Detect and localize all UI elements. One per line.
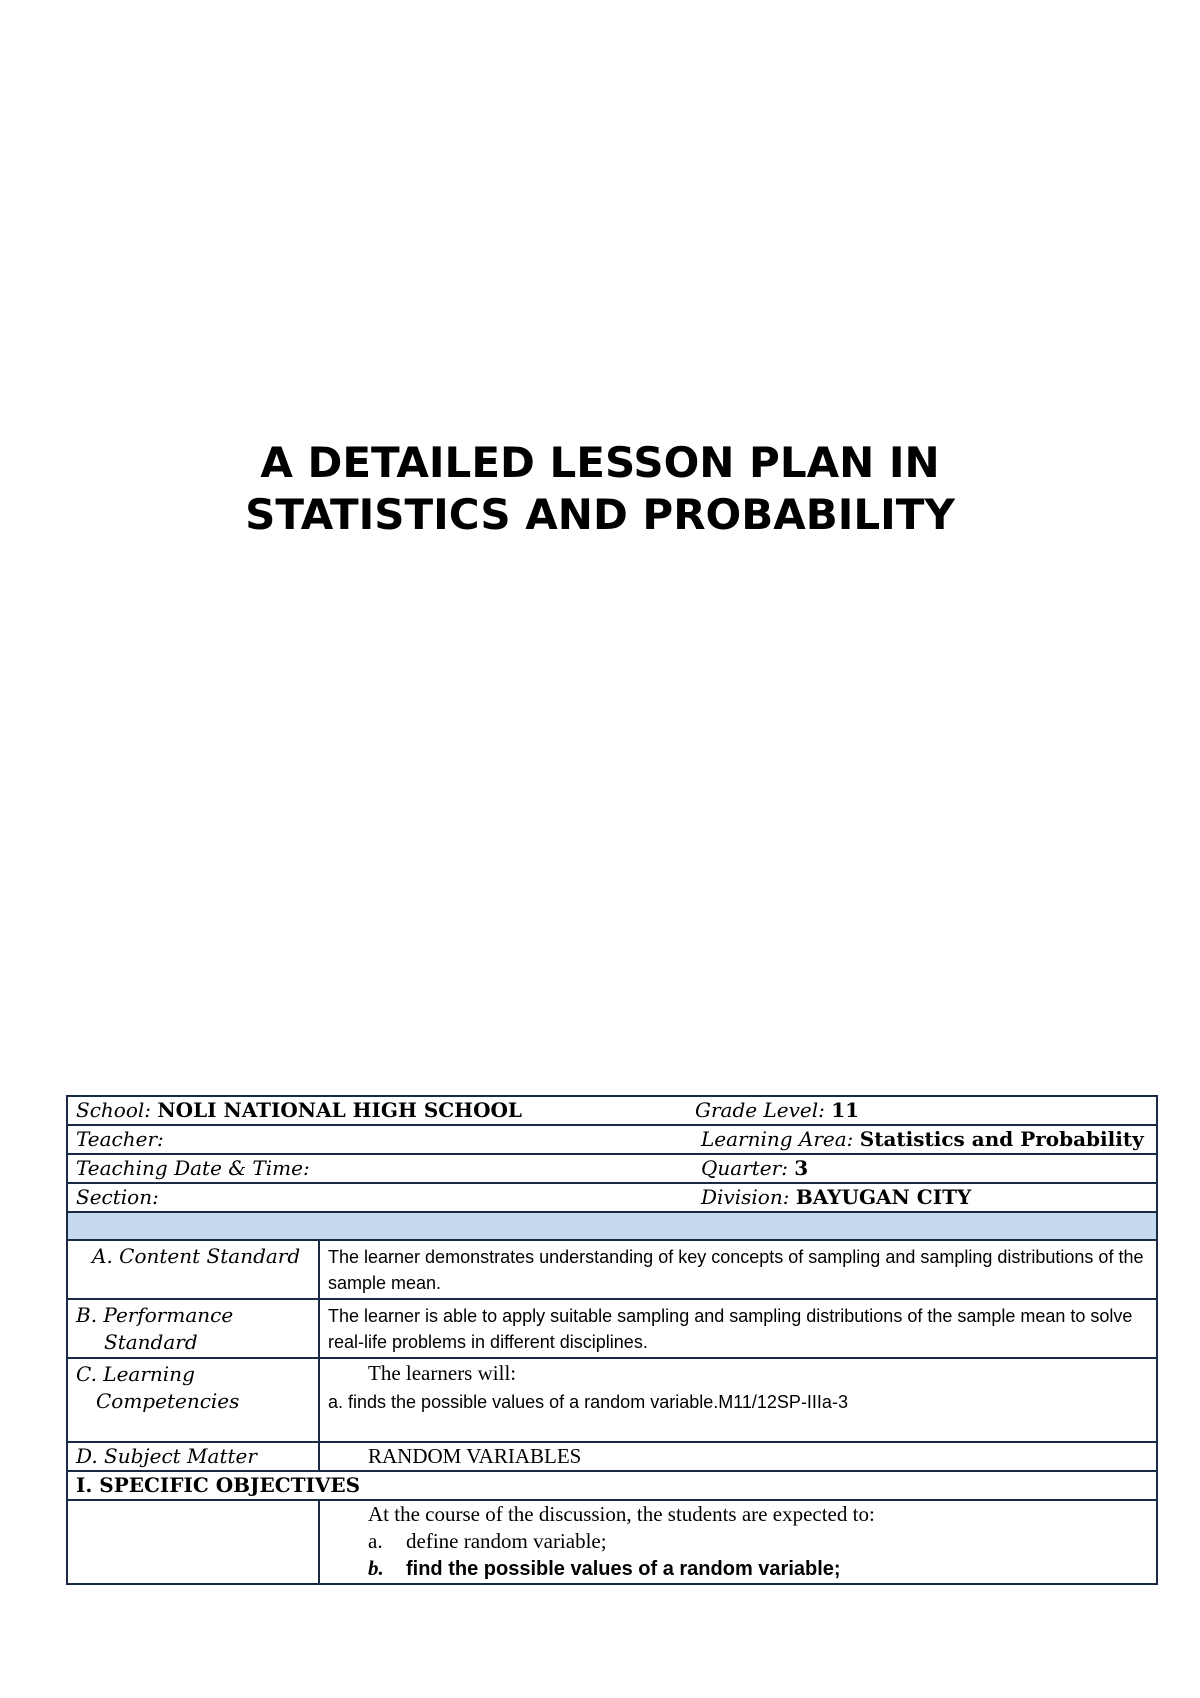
content-standard-row	[67, 1240, 1157, 1299]
quarter-value: 3	[794, 1156, 809, 1180]
grade-level-value: 11	[831, 1098, 860, 1122]
teaching-date-row	[67, 1154, 1157, 1183]
performance-label-line-2: Standard	[104, 1330, 198, 1354]
section-divider-band	[67, 1212, 1157, 1240]
objective-item	[368, 1528, 1148, 1555]
lesson-plan-table	[66, 1095, 1158, 1585]
objective-item	[368, 1555, 1148, 1583]
teaching-date-label: Teaching Date & Time:	[76, 1156, 310, 1180]
specific-objectives-heading: I. SPECIFIC OBJECTIVES	[67, 1471, 1157, 1500]
competencies-item: a. finds the possible values of a random variable.M11/12SP-IIIa-3	[328, 1392, 848, 1412]
title-line-1: A DETAILED LESSON PLAN IN	[260, 438, 940, 487]
specific-objectives-row	[67, 1500, 1157, 1584]
specific-objectives-heading-row	[67, 1471, 1157, 1500]
learning-competencies-row	[67, 1358, 1157, 1442]
subject-matter-row	[67, 1442, 1157, 1471]
performance-label-line-1: B. Performance	[76, 1303, 234, 1327]
school-value: NOLI NATIONAL HIGH SCHOOL	[157, 1098, 522, 1122]
division-value: BAYUGAN CITY	[795, 1185, 972, 1209]
objective-marker: a.	[368, 1529, 383, 1553]
subject-matter-value: RANDOM VARIABLES	[368, 1444, 582, 1468]
performance-standard-text: The learner is able to apply suitable sampling and sampling distributions of the sample mean to solve real-life problems in different disciplines.	[319, 1299, 1157, 1358]
section-row	[67, 1183, 1157, 1212]
grade-level-label: Grade Level:	[695, 1098, 825, 1122]
content-standard-text: The learner demonstrates understanding of key concepts of sampling and sampling distributions of the sample mean.	[319, 1240, 1157, 1299]
performance-standard-label	[67, 1299, 319, 1358]
objectives-lead: At the course of the discussion, the students are expected to:	[368, 1502, 875, 1526]
section-label: Section:	[76, 1185, 159, 1209]
subject-matter-label: D. Subject Matter	[67, 1442, 319, 1471]
objectives-list	[328, 1528, 1148, 1583]
teacher-label: Teacher:	[76, 1127, 164, 1151]
division-label: Division:	[701, 1185, 790, 1209]
competencies-label-line-2: Competencies	[96, 1389, 240, 1413]
school-row	[67, 1096, 1157, 1125]
school-label: School:	[76, 1098, 151, 1122]
document-title	[0, 437, 1200, 541]
quarter-label: Quarter:	[701, 1156, 788, 1180]
objective-text: find the possible values of a random variable;	[406, 1558, 841, 1580]
learning-area-label: Learning Area:	[701, 1127, 854, 1151]
competencies-lead: The learners will:	[368, 1361, 517, 1385]
objective-text: define random variable;	[406, 1529, 607, 1553]
learning-area-value: Statistics and Probability	[859, 1127, 1144, 1151]
objectives-empty-cell	[67, 1500, 319, 1584]
objective-marker: b.	[368, 1556, 384, 1580]
content-standard-label: A. Content Standard	[67, 1240, 319, 1299]
learning-competencies-label	[67, 1358, 319, 1442]
teacher-row	[67, 1125, 1157, 1154]
performance-standard-row	[67, 1299, 1157, 1358]
title-line-2: STATISTICS AND PROBABILITY	[245, 490, 955, 539]
competencies-label-line-1: C. Learning	[76, 1362, 195, 1386]
